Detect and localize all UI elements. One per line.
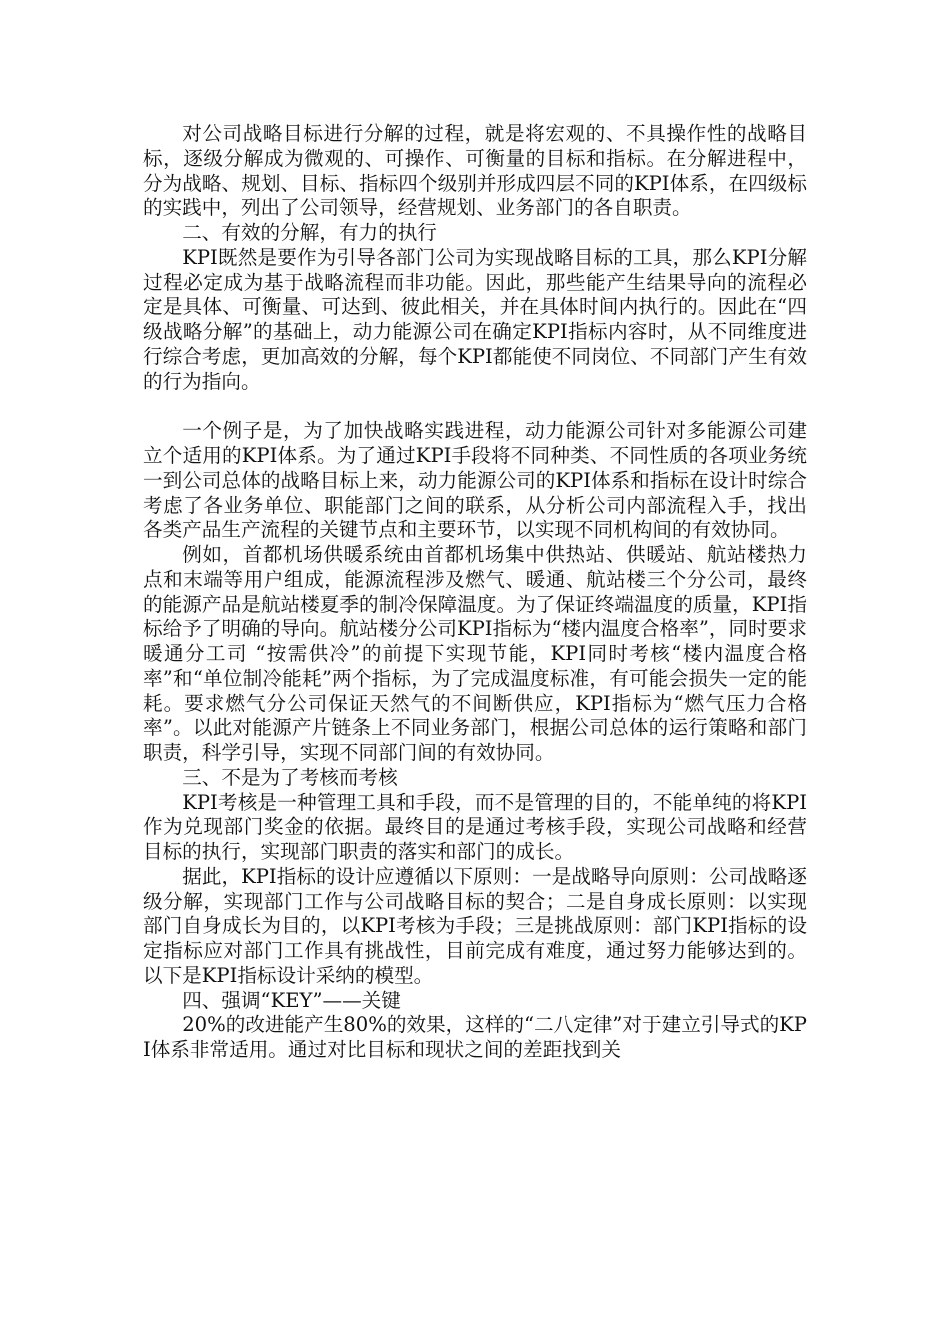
paragraph-example: 一个例子是，为了加快战略实践进程，动力能源公司针对多能源公司建立个适用的KPI体系。为了通过KPI手段将不同种类、不同性质的各项业务统一到公司总体的战略目标上来，动力能源公司的KPI体系和指标在设计时综合考虑了各业务单位、职能部门之间的联系，从分析公司内部流程入手，找出各类产品生产流程的关键节点和主要环节，以实现不同机构间的有效协同。 (143, 419, 807, 542)
section-heading-not-for-assessment: 三、不是为了考核而考核 (182, 765, 398, 789)
paragraph-spacer (143, 394, 807, 419)
section-heading-key: 四、强调“KEY”——关键 (182, 988, 401, 1012)
paragraph-design-principles: 据此，KPI指标的设计应遵循以下原则：一是战略导向原则：公司战略逐级分解，实现部门工作与公司战略目标的契合；二是自身成长原则：以实现部门自身成长为目的，以KPI考核为手段；三是挑战原则：部门KPI指标的设定指标应对部门工作具有挑战性，目前完成有难度，通过努力能够达到的。以下是KPI指标设计采纳的模型。 (143, 864, 807, 987)
document-body (143, 122, 807, 1063)
paragraph-decomposition-process: 对公司战略目标进行分解的过程，就是将宏观的、不具操作性的战略目标，逐级分解成为微观的、可操作、可衡量的目标和指标。在分解进程中，分为战略、规划、目标、指标四个级别并形成四层不同的KPI体系，在四级标的实践中，列出了公司领导，经营规划、业务部门的各自职责。 (143, 122, 807, 220)
paragraph-pareto: 20%的改进能产生80%的效果，这样的“二八定律”对于建立引导式的KPI体系非常适用。通过对比目标和现状之间的差距找到关 (143, 1013, 807, 1061)
paragraph-kpi-tool: KPI既然是要作为引导各部门公司为实现战略目标的工具，那么KPI分解过程必定成为基于战略流程而非功能。因此，那些能产生结果导向的流程必定是具体、可衡量、可达到、彼此相关，并在具体时间内执行的。因此在“四级战略分解”的基础上，动力能源公司在确定KPI指标内容时，从不同维度进行综合考虑，更加高效的分解，每个KPI都能使不同岗位、不同部门产生有效的行为指向。 (143, 245, 807, 393)
paragraph-management-tool: KPI考核是一种管理工具和手段，而不是管理的目的，不能单纯的将KPI作为兑现部门奖金的依据。最终目的是通过考核手段，实现公司战略和经营目标的执行，实现部门职责的落实和部门的成长。 (143, 790, 807, 863)
section-heading-effective-decomposition: 二、有效的分解，有力的执行 (182, 221, 437, 244)
paragraph-airport-heating: 例如，首都机场供暖系统由首都机场集中供热站、供暖站、航站楼热力点和末端等用户组成，能源流程涉及燃气、暖通、航站楼三个分公司，最终的能源产品是航站楼夏季的制冷保障温度。为了保证终端温度的质量，KPI指标给予了明确的导向。航站楼分公司KPI指标为“楼内温度合格率”，同时要求暖通分工司 “按需供冷”的前提下实现节能，KPI同时考核“楼内温度合格率”和“单位制冷能耗”两个指标，为了完成温度标准，有可能会损失一定的能耗。要求燃气分公司保证天然气的不间断供应，KPI指标为“燃气压力合格率”。以此对能源产片链条上不同业务部门，根据公司总体的运行策略和部门职责，科学引导，实现不同部门间的有效协同。 (143, 543, 807, 764)
